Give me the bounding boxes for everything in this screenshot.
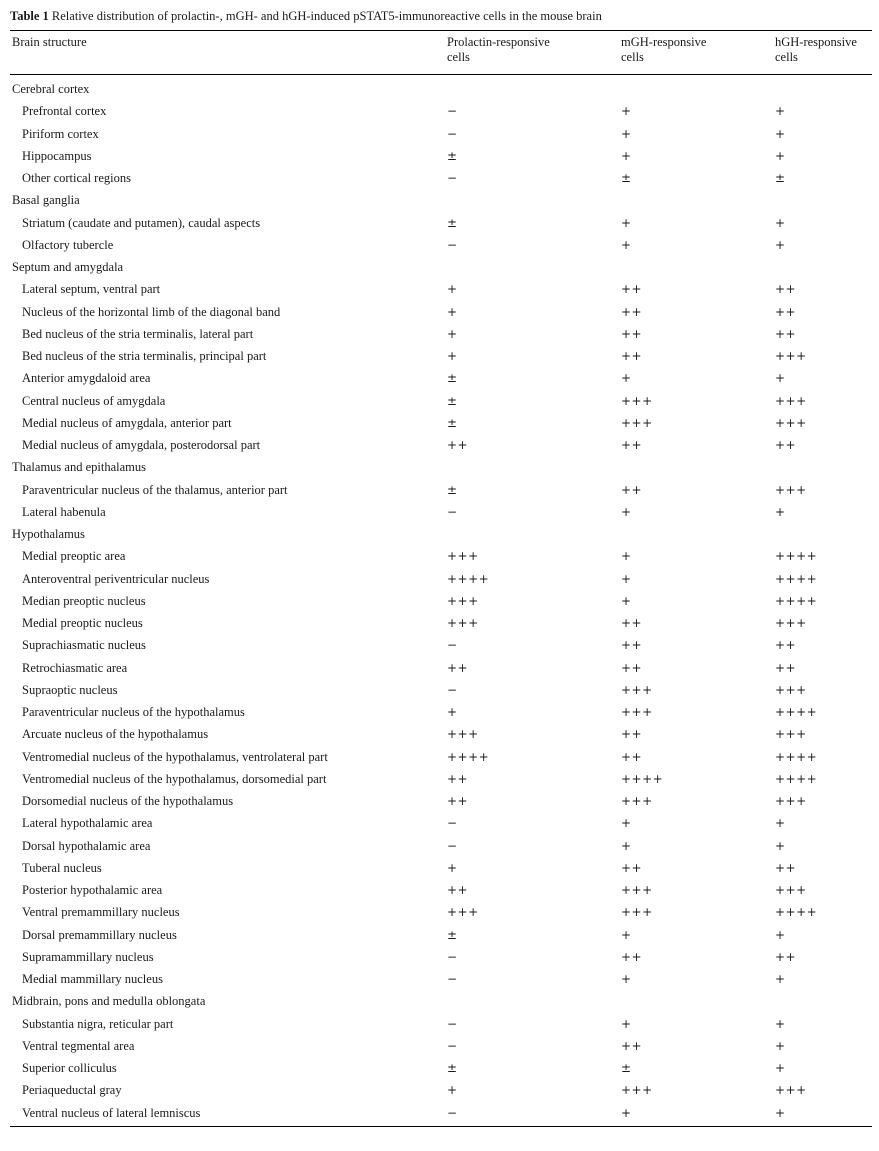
table-row xyxy=(10,278,872,300)
hgh-cell: +++ xyxy=(775,616,807,630)
prolactin-cell: + xyxy=(447,282,458,297)
prolactin-cell: − xyxy=(447,237,458,252)
hgh-cell: + xyxy=(775,148,786,163)
prolactin-cell: − xyxy=(447,638,458,653)
prolactin-cell: − xyxy=(447,972,458,986)
table-group-row xyxy=(10,523,872,545)
brain-structure-cell: Superior colliculus xyxy=(22,1061,117,1075)
table-row xyxy=(10,768,872,790)
prolactin-cell: + xyxy=(447,860,458,875)
prolactin-cell: + xyxy=(447,705,458,719)
hgh-cell: ++ xyxy=(775,660,797,675)
table-caption-text: Relative distribution of prolactin-, mGH- and hGH-induced pSTAT5-immunoreactive cells in the mouse brain xyxy=(51,9,602,23)
hgh-cell: + xyxy=(775,838,786,853)
mgh-cell: ++ xyxy=(621,638,643,653)
hgh-cell: ++ xyxy=(775,949,797,964)
hgh-cell: +++ xyxy=(775,349,807,363)
brain-structure-cell: Medial mammillary nucleus xyxy=(22,972,163,986)
brain-structure-cell: Periaqueductal gray xyxy=(22,1083,122,1098)
table-group-row xyxy=(10,256,872,278)
hgh-cell: + xyxy=(775,104,786,119)
table-caption xyxy=(10,8,872,30)
mgh-cell: + xyxy=(621,571,632,586)
mgh-cell: +++ xyxy=(621,905,653,920)
group-heading: Cerebral cortex xyxy=(12,82,90,96)
hgh-cell: ++++ xyxy=(775,905,818,920)
column-header-line: hGH-responsive xyxy=(775,35,857,49)
prolactin-cell: ++++ xyxy=(447,571,490,586)
prolactin-cell: + xyxy=(447,349,458,363)
prolactin-cell: − xyxy=(447,171,458,185)
mgh-cell: ++ xyxy=(621,749,643,764)
table-row xyxy=(10,568,872,590)
column-header-line: Brain structure xyxy=(12,35,87,49)
table-group-row xyxy=(10,990,872,1012)
brain-structure-cell: Paraventricular nucleus of the hypothalamus xyxy=(22,705,245,719)
brain-structure-cell: Suprachiasmatic nucleus xyxy=(22,638,146,653)
hgh-cell: + xyxy=(775,1038,786,1053)
mgh-cell: ++ xyxy=(621,616,643,630)
mgh-cell: + xyxy=(621,593,632,608)
hgh-cell: ++++ xyxy=(775,749,818,764)
prolactin-cell: ± xyxy=(447,148,458,163)
prolactin-cell: +++ xyxy=(447,593,479,608)
prolactin-cell: +++ xyxy=(447,616,479,630)
brain-structure-cell: Lateral septum, ventral part xyxy=(22,282,161,297)
brain-structure-cell: Arcuate nucleus of the hypothalamus xyxy=(22,727,209,742)
table-row xyxy=(10,545,872,567)
hgh-cell: + xyxy=(775,126,786,141)
brain-structure-cell: Ventral nucleus of lateral lemniscus xyxy=(22,1105,201,1120)
hgh-cell: ++ xyxy=(775,282,797,297)
mgh-cell: +++ xyxy=(621,705,653,719)
table-row xyxy=(10,746,872,768)
hgh-cell: +++ xyxy=(775,794,807,808)
table-row xyxy=(10,857,872,879)
table-row xyxy=(10,790,872,812)
prolactin-cell: − xyxy=(447,104,458,119)
table-row xyxy=(10,412,872,434)
hgh-cell: +++ xyxy=(775,682,807,697)
mgh-cell: ++ xyxy=(621,482,643,497)
prolactin-cell: − xyxy=(447,949,458,964)
mgh-cell: ++ xyxy=(621,660,643,675)
hgh-cell: + xyxy=(775,972,786,986)
mgh-cell: ± xyxy=(621,1061,632,1075)
table-row xyxy=(10,100,872,122)
table-row xyxy=(10,612,872,634)
prolactin-cell: − xyxy=(447,126,458,141)
table-row xyxy=(10,390,872,412)
prolactin-cell: ± xyxy=(447,482,458,497)
hgh-cell: + xyxy=(775,1016,786,1031)
table-row xyxy=(10,835,872,857)
prolactin-cell: − xyxy=(447,504,458,519)
column-header-line: mGH-responsive xyxy=(621,35,707,49)
mgh-cell: + xyxy=(621,504,632,519)
table-row xyxy=(10,812,872,834)
table-row xyxy=(10,901,872,923)
table-row xyxy=(10,367,872,389)
group-heading: Midbrain, pons and medulla oblongata xyxy=(12,994,206,1009)
brain-structure-cell: Dorsal premammillary nucleus xyxy=(22,927,177,942)
table-row xyxy=(10,968,872,990)
mgh-cell: ++ xyxy=(621,438,643,452)
brain-structure-cell: Prefrontal cortex xyxy=(22,104,107,119)
brain-structure-cell: Bed nucleus of the stria terminalis, lateral part xyxy=(22,326,254,341)
prolactin-cell: ++ xyxy=(447,771,469,786)
hgh-cell: +++ xyxy=(775,482,807,497)
hgh-cell: + xyxy=(775,1105,786,1120)
hgh-cell: +++ xyxy=(775,1083,807,1098)
table-row xyxy=(10,323,872,345)
column-header-mgh xyxy=(621,35,741,65)
prolactin-cell: +++ xyxy=(447,727,479,742)
mgh-cell: + xyxy=(621,1105,632,1120)
prolactin-cell: ± xyxy=(447,215,458,230)
table-row xyxy=(10,212,872,234)
mgh-cell: ++ xyxy=(621,282,643,297)
group-heading: Thalamus and epithalamus xyxy=(12,460,146,475)
brain-structure-cell: Paraventricular nucleus of the thalamus, anterior part xyxy=(22,482,288,497)
brain-structure-cell: Medial preoptic nucleus xyxy=(22,616,143,630)
prolactin-cell: − xyxy=(447,1016,458,1031)
hgh-cell: + xyxy=(775,1061,786,1075)
prolactin-cell: ± xyxy=(447,927,458,942)
table-row xyxy=(10,501,872,523)
table-bottom-rule xyxy=(10,1126,872,1127)
brain-structure-cell: Medial preoptic area xyxy=(22,549,126,564)
hgh-cell: ± xyxy=(775,171,786,185)
prolactin-cell: ++ xyxy=(447,660,469,675)
mgh-cell: +++ xyxy=(621,1083,653,1098)
prolactin-cell: + xyxy=(447,304,458,319)
hgh-cell: ++ xyxy=(775,304,797,319)
hgh-cell: ++++ xyxy=(775,705,818,719)
mgh-cell: +++ xyxy=(621,883,653,897)
table-row xyxy=(10,1057,872,1079)
brain-structure-cell: Supramammillary nucleus xyxy=(22,949,154,964)
brain-structure-cell: Bed nucleus of the stria terminalis, principal part xyxy=(22,349,267,363)
hgh-cell: +++ xyxy=(775,727,807,742)
hgh-cell: ++ xyxy=(775,438,797,452)
group-heading: Basal ganglia xyxy=(12,193,80,208)
brain-structure-cell: Posterior hypothalamic area xyxy=(22,883,163,897)
mgh-cell: ++ xyxy=(621,326,643,341)
prolactin-cell: +++ xyxy=(447,549,479,564)
table-row xyxy=(10,479,872,501)
brain-structure-cell: Striatum (caudate and putamen), caudal aspects xyxy=(22,215,261,230)
table-row xyxy=(10,1013,872,1035)
mgh-cell: +++ xyxy=(621,415,653,430)
prolactin-cell: ± xyxy=(447,415,458,430)
brain-structure-cell: Hippocampus xyxy=(22,148,92,163)
mgh-cell: ++ xyxy=(621,727,643,742)
brain-structure-cell: Other cortical regions xyxy=(22,171,131,185)
brain-structure-cell: Substantia nigra, reticular part xyxy=(22,1016,174,1031)
group-heading: Septum and amygdala xyxy=(12,260,124,274)
brain-structure-cell: Supraoptic nucleus xyxy=(22,682,118,697)
brain-structure-cell: Tuberal nucleus xyxy=(22,860,102,875)
document-page xyxy=(10,8,872,1127)
column-header-line: cells xyxy=(621,50,644,64)
hgh-cell: + xyxy=(775,504,786,519)
table-row xyxy=(10,590,872,612)
hgh-cell: +++ xyxy=(775,393,807,408)
hgh-cell: +++ xyxy=(775,883,807,897)
table-body xyxy=(10,75,872,1124)
mgh-cell: + xyxy=(621,104,632,119)
group-heading: Hypothalamus xyxy=(12,527,85,541)
prolactin-cell: ++++ xyxy=(447,749,490,764)
table-row xyxy=(10,723,872,745)
table-row xyxy=(10,657,872,679)
table-row xyxy=(10,123,872,145)
table-row xyxy=(10,634,872,656)
table-row xyxy=(10,167,872,189)
prolactin-cell: ± xyxy=(447,1061,458,1075)
prolactin-cell: − xyxy=(447,1038,458,1053)
prolactin-cell: +++ xyxy=(447,905,479,920)
mgh-cell: ++ xyxy=(621,304,643,319)
mgh-cell: + xyxy=(621,215,632,230)
prolactin-cell: − xyxy=(447,682,458,697)
mgh-cell: ++ xyxy=(621,1038,643,1053)
hgh-cell: ++ xyxy=(775,638,797,653)
hgh-cell: + xyxy=(775,816,786,831)
column-header-prolactin xyxy=(447,35,597,65)
brain-structure-cell: Anterior amygdaloid area xyxy=(22,371,151,386)
prolactin-cell: ++ xyxy=(447,794,469,808)
prolactin-cell: − xyxy=(447,838,458,853)
mgh-cell: +++ xyxy=(621,682,653,697)
prolactin-cell: + xyxy=(447,326,458,341)
table-group-row xyxy=(10,456,872,478)
mgh-cell: + xyxy=(621,972,632,986)
mgh-cell: +++ xyxy=(621,794,653,808)
mgh-cell: + xyxy=(621,927,632,942)
table-group-row xyxy=(10,78,872,100)
table-row xyxy=(10,946,872,968)
table-row xyxy=(10,701,872,723)
column-header-line: Prolactin-responsive xyxy=(447,35,550,49)
table-row xyxy=(10,301,872,323)
brain-structure-cell: Dorsomedial nucleus of the hypothalamus xyxy=(22,794,234,808)
brain-structure-cell: Ventral tegmental area xyxy=(22,1038,135,1053)
prolactin-cell: ± xyxy=(447,371,458,386)
brain-structure-cell: Lateral habenula xyxy=(22,504,106,519)
hgh-cell: ++++ xyxy=(775,593,818,608)
hgh-cell: +++ xyxy=(775,415,807,430)
mgh-cell: + xyxy=(621,838,632,853)
mgh-cell: + xyxy=(621,237,632,252)
brain-structure-cell: Ventromedial nucleus of the hypothalamus, ventrolateral part xyxy=(22,749,328,764)
hgh-cell: ++++ xyxy=(775,549,818,564)
table-row xyxy=(10,924,872,946)
mgh-cell: ++ xyxy=(621,349,643,363)
mgh-cell: + xyxy=(621,371,632,386)
mgh-cell: ± xyxy=(621,171,632,185)
brain-structure-cell: Medial nucleus of amygdala, posterodorsal part xyxy=(22,438,261,452)
brain-structure-cell: Ventromedial nucleus of the hypothalamus, dorsomedial part xyxy=(22,771,327,786)
table-row xyxy=(10,1035,872,1057)
mgh-cell: ++ xyxy=(621,949,643,964)
mgh-cell: ++ xyxy=(621,860,643,875)
hgh-cell: ++++ xyxy=(775,571,818,586)
table-row xyxy=(10,434,872,456)
brain-structure-cell: Nucleus of the horizontal limb of the diagonal band xyxy=(22,304,281,319)
hgh-cell: + xyxy=(775,237,786,252)
prolactin-cell: ++ xyxy=(447,883,469,897)
table-row xyxy=(10,345,872,367)
brain-structure-cell: Medial nucleus of amygdala, anterior part xyxy=(22,415,232,430)
hgh-cell: + xyxy=(775,927,786,942)
mgh-cell: + xyxy=(621,549,632,564)
mgh-cell: +++ xyxy=(621,393,653,408)
table-group-row xyxy=(10,189,872,211)
prolactin-cell: − xyxy=(447,1105,458,1120)
prolactin-cell: + xyxy=(447,1083,458,1098)
table-row xyxy=(10,1079,872,1101)
column-header-line: cells xyxy=(775,50,798,64)
hgh-cell: ++++ xyxy=(775,771,818,786)
column-header-hgh xyxy=(775,35,875,65)
hgh-cell: + xyxy=(775,215,786,230)
mgh-cell: + xyxy=(621,1016,632,1031)
table-caption-label: Table 1 xyxy=(10,9,49,23)
brain-structure-cell: Retrochiasmatic area xyxy=(22,660,128,675)
table-header xyxy=(10,31,872,74)
table-row xyxy=(10,679,872,701)
column-header-brain-structure xyxy=(12,35,87,50)
mgh-cell: ++++ xyxy=(621,771,664,786)
brain-structure-cell: Lateral hypothalamic area xyxy=(22,816,153,831)
prolactin-cell: − xyxy=(447,816,458,831)
table-row xyxy=(10,1102,872,1124)
hgh-cell: ++ xyxy=(775,326,797,341)
table-row xyxy=(10,145,872,167)
brain-structure-cell: Anteroventral periventricular nucleus xyxy=(22,571,210,586)
brain-structure-cell: Ventral premammillary nucleus xyxy=(22,905,180,920)
mgh-cell: + xyxy=(621,126,632,141)
hgh-cell: + xyxy=(775,371,786,386)
table-row xyxy=(10,879,872,901)
brain-structure-cell: Dorsal hypothalamic area xyxy=(22,838,151,853)
table-row xyxy=(10,234,872,256)
mgh-cell: + xyxy=(621,816,632,831)
prolactin-cell: ± xyxy=(447,393,458,408)
hgh-cell: ++ xyxy=(775,860,797,875)
column-header-line: cells xyxy=(447,50,470,64)
brain-structure-cell: Central nucleus of amygdala xyxy=(22,393,166,408)
brain-structure-cell: Olfactory tubercle xyxy=(22,237,114,252)
brain-structure-cell: Piriform cortex xyxy=(22,126,99,141)
brain-structure-cell: Median preoptic nucleus xyxy=(22,593,146,608)
prolactin-cell: ++ xyxy=(447,438,469,452)
mgh-cell: + xyxy=(621,148,632,163)
